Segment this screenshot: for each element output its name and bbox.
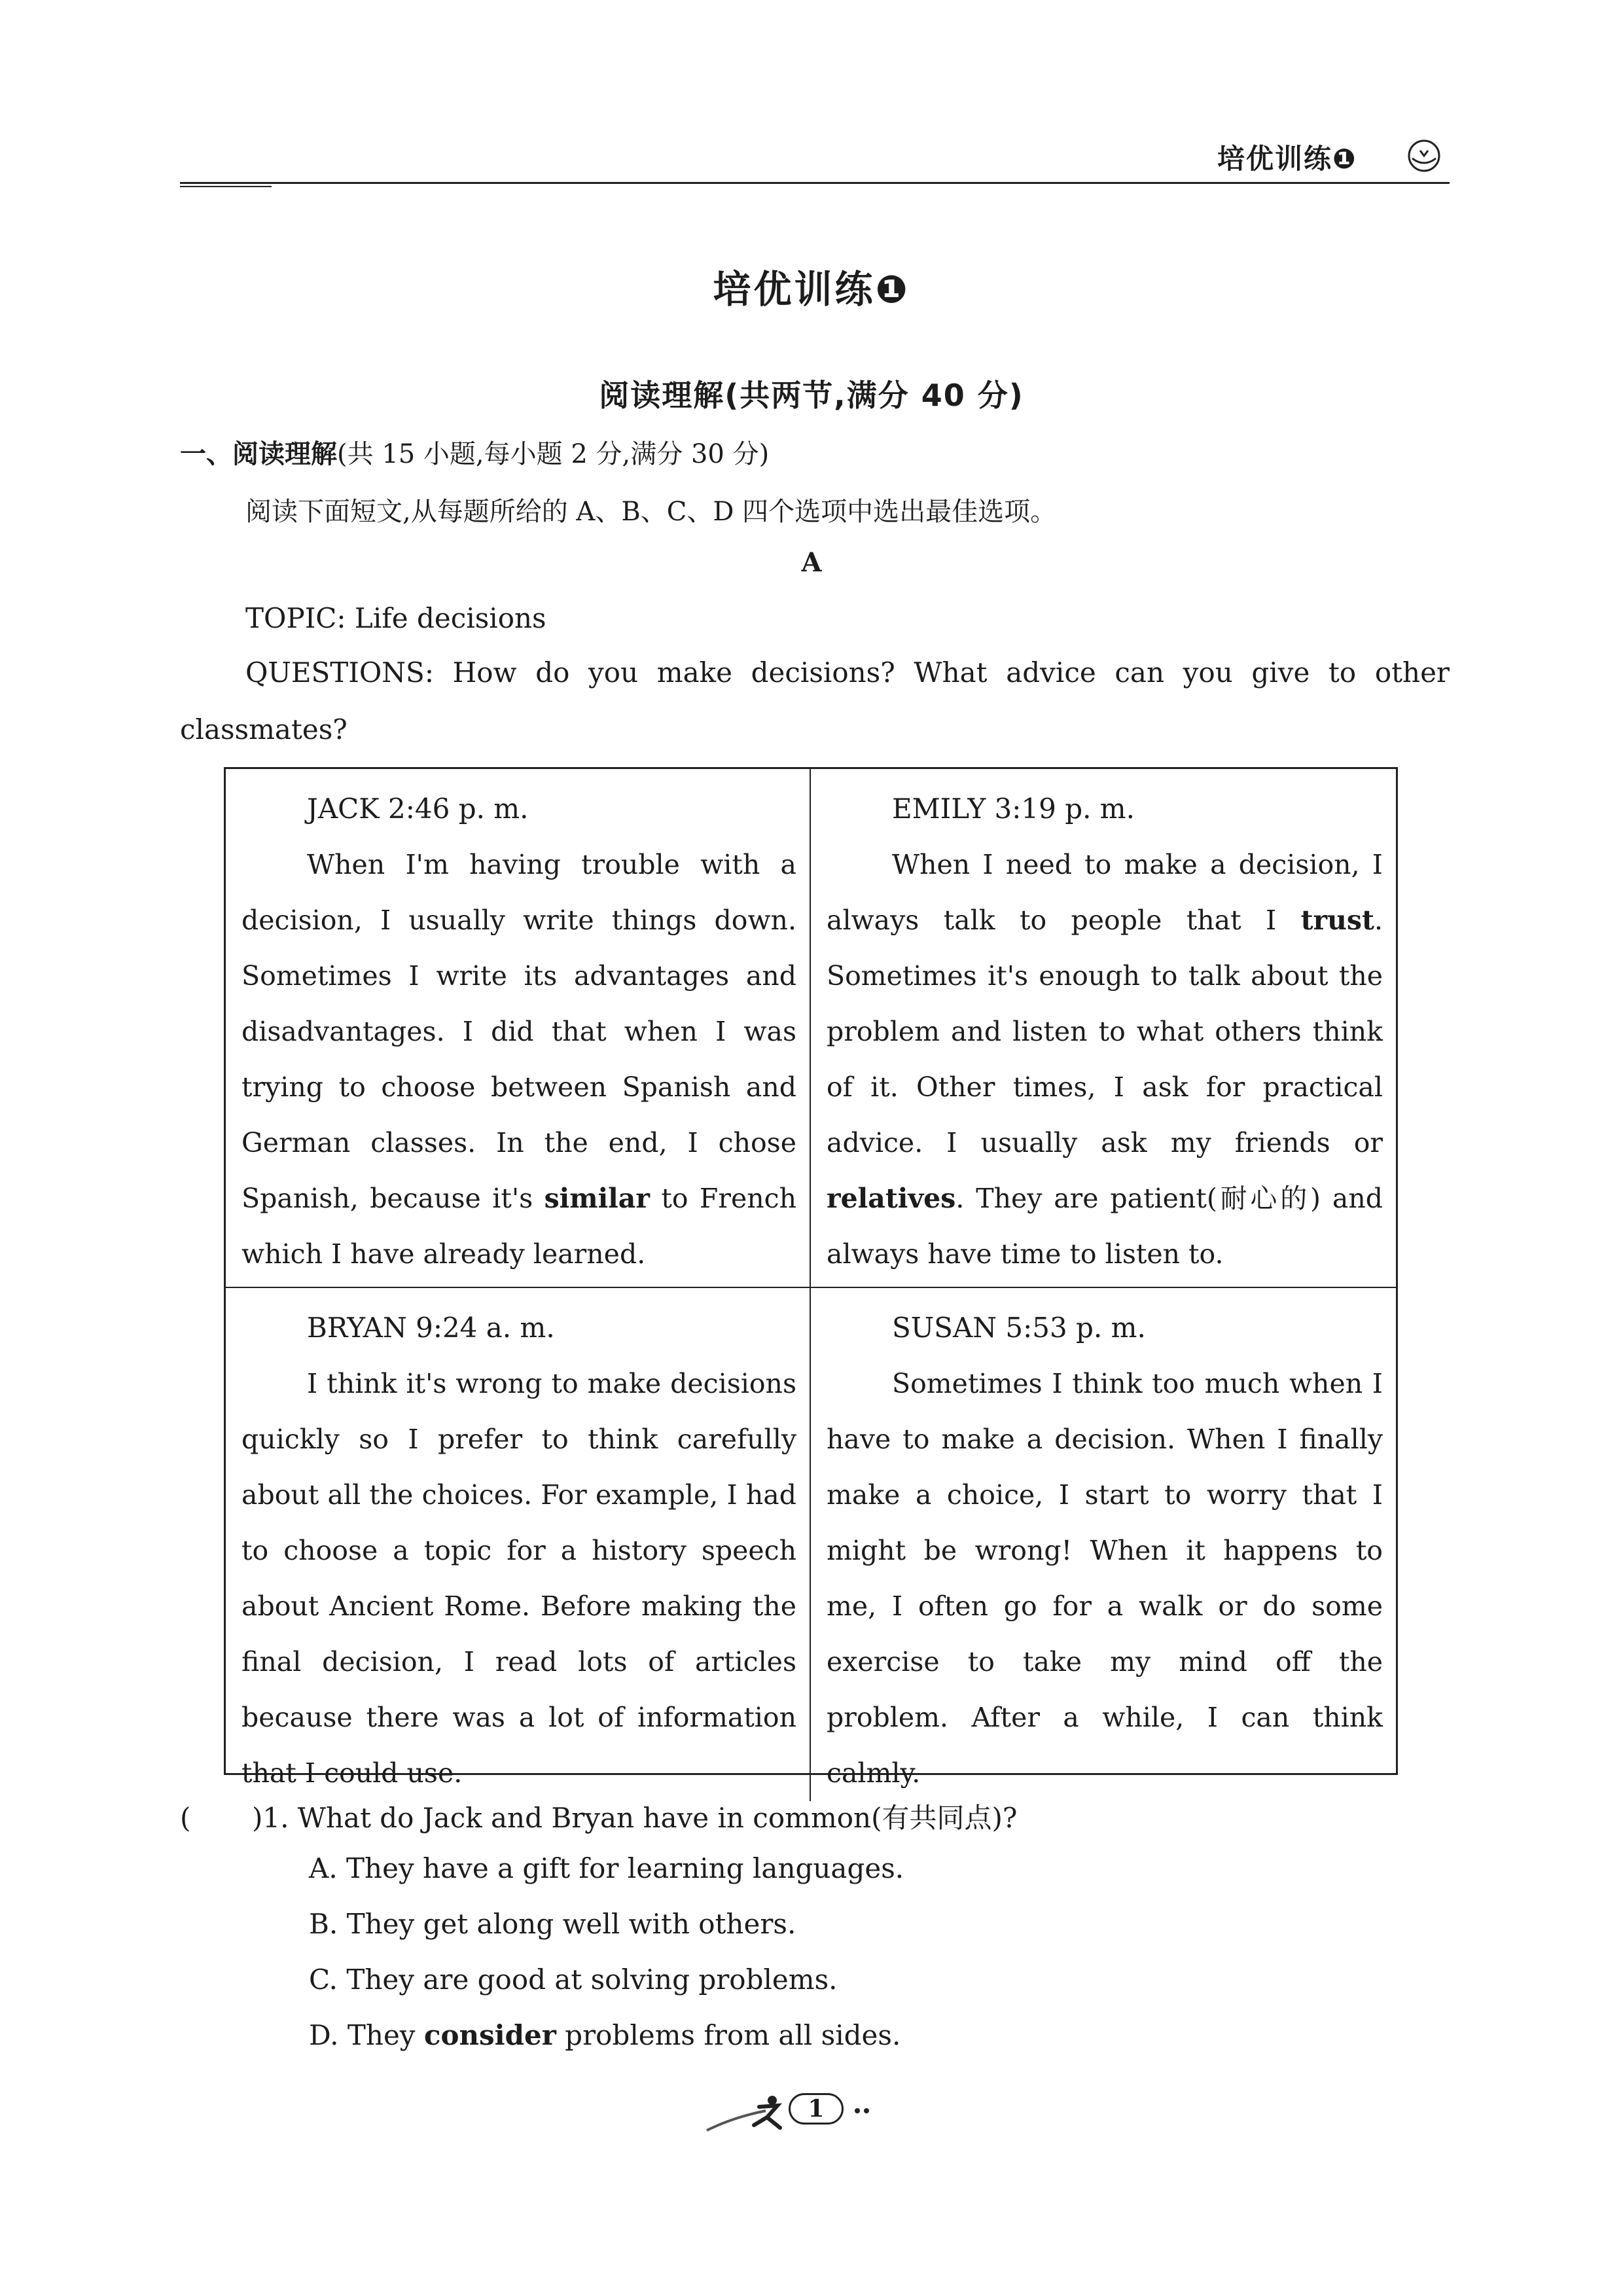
header-rule: [180, 182, 1450, 184]
page-title: 培优训练❶: [713, 267, 910, 312]
passage-topic: TOPIC: Life decisions: [245, 602, 546, 634]
posts-table: [224, 767, 1398, 1789]
passage-label: A: [801, 547, 822, 578]
post-header: SUSAN 5:53 p. m.: [892, 1312, 1146, 1344]
running-head-title: 培优训练❶: [1217, 143, 1357, 175]
post-header: JACK 2:46 p. m.: [307, 793, 529, 825]
option-d[interactable]: D. They consider problems from all sides.: [309, 2019, 901, 2051]
keyword: similar: [544, 1183, 650, 1214]
question-1: [180, 1797, 1017, 1836]
post-emily: [811, 769, 1396, 1288]
post-susan: [811, 1288, 1396, 1801]
post-body: When I need to make a decision, I always talk to people that I trust. Sometimes it's enough to talk about the problem and listen to what others think of it. Other times, I ask for practical advice. I usually ask my friends or relatives. They are patient(耐心的) and always have time to listen to.: [827, 849, 1383, 1270]
page-number: 1: [789, 2093, 844, 2125]
post-body: When I'm having trouble with a decision, I usually write things down. Sometimes I write its advantages and disadvantages. I did that when I was trying to choose between Spanish and German classes. In the end, I chose Spanish, because it's similar to French which I have already learned.: [241, 849, 797, 1270]
post-bryan: [226, 1288, 811, 1801]
keyword: relatives: [827, 1183, 956, 1214]
part-label: 一、阅读理解: [180, 439, 337, 469]
section-title: 阅读理解(共两节,满分 40 分): [599, 378, 1024, 413]
question-stem: )1. What do Jack and Bryan have in common(有共同点)?: [252, 1802, 1018, 1834]
instructions: 阅读下面短文,从每题所给的 A、B、C、D 四个选项中选出最佳选项。: [245, 497, 1057, 527]
part-note: (共 15 小题,每小题 2 分,满分 30 分): [337, 439, 770, 469]
post-header: EMILY 3:19 p. m.: [892, 793, 1135, 825]
keyword: consider: [423, 2019, 556, 2051]
passage-questions: QUESTIONS: How do you make decisions? What advice can you give to other: [245, 656, 1450, 689]
post-header: BRYAN 9:24 a. m.: [307, 1312, 555, 1344]
option-a[interactable]: A. They have a gift for learning languages.: [309, 1852, 904, 1884]
keyword: trust: [1300, 905, 1374, 936]
header-rule-accent: [180, 186, 272, 187]
book-emblem-icon: [1407, 139, 1441, 173]
post-jack: [226, 769, 811, 1288]
part-heading: [180, 433, 769, 471]
passage-questions-cont: classmates?: [180, 713, 348, 745]
answer-blank[interactable]: (: [180, 1802, 191, 1834]
post-body: I think it's wrong to make decisions quickly so I prefer to think carefully about all the choices. For example, I had to choose a topic for a history speech about Ancient Rome. Before making the final decision, I read lots of articles because there was a lot of information that I could use.: [241, 1368, 796, 1789]
option-c[interactable]: C. They are good at solving problems.: [309, 1964, 838, 1996]
option-b[interactable]: B. They get along well with others.: [309, 1908, 796, 1940]
post-body: Sometimes I think too much when I have to make a decision. When I finally make a choice, I start to worry that I might be wrong! When it happens to me, I often go for a walk or do some exercise to take my mind off the problem. After a while, I can think calmly.: [827, 1368, 1383, 1789]
